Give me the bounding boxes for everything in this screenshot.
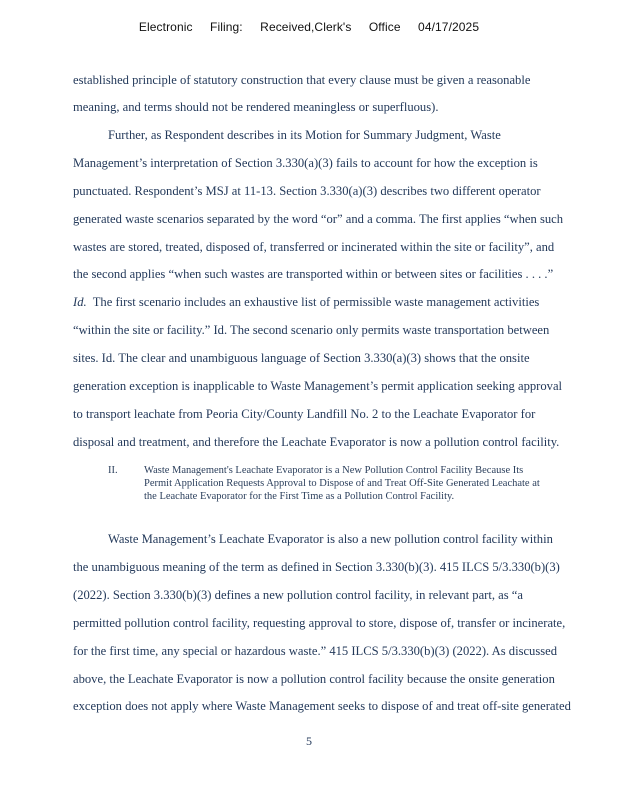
body-line: for the first time, any special or hazardous waste.” 415 ILCS 5/3.330(b)(3) (2022). As discussed [73, 644, 558, 658]
body-line: Management’s interpretation of Section 3.330(a)(3) fails to account for how the exception is [73, 156, 538, 170]
body-line: “within the site or facility.” Id. The second scenario only permits waste transportation between [73, 323, 550, 337]
body-line: generated waste scenarios separated by the word “or” and a comma. The first applies “when such [73, 212, 564, 226]
body-line: Waste Management’s Leachate Evaporator is also a new pollution control facility within [108, 532, 553, 546]
body-line: wastes are stored, treated, disposed of, transferred or incinerated within the site or facility”, and [73, 240, 555, 254]
header-filing: Filing: [210, 20, 243, 34]
body-line: exception does not apply where Waste Management seeks to dispose of and treat off-site generated [73, 699, 571, 713]
body-line: above, the Leachate Evaporator is now a pollution control facility because the onsite generation [73, 672, 555, 686]
body-line: permitted pollution control facility, requesting approval to store, dispose of, transfer or incinerate, [73, 616, 566, 630]
body-line: the unambiguous meaning of the term as defined in Section 3.330(b)(3). 415 ILCS 5/3.330(b)(3) [73, 560, 560, 574]
page-number: 5 [306, 734, 312, 748]
body-line: established principle of statutory construction that every clause must be given a reasonable [73, 73, 531, 87]
body-line: generation exception is inapplicable to Waste Management’s permit application seeking approval [73, 379, 563, 393]
body-line-with-id [73, 294, 603, 310]
header-received: Received,Clerk's [260, 20, 352, 34]
body-line: meaning, and terms should not be rendered meaningless or superfluous). [73, 100, 439, 114]
header-office: Office [368, 20, 401, 34]
filing-stamp-header [0, 20, 618, 34]
id-citation: Id. [73, 295, 87, 309]
body-line: (2022). Section 3.330(b)(3) defines a new pollution control facility, in relevant part, as “a [73, 588, 523, 602]
body-line: sites. Id. The clear and unambiguous language of Section 3.330(a)(3) shows that the onsite [73, 351, 530, 365]
section-heading-text: Waste Management's Leachate Evaporator is a New Pollution Control Facility Because Its Permit Application Requests Approval to Dispose of and Treat Off-Site Generated Leachate at the Leachate Evaporator for the First Time as a Pollution Control Facility. [144, 465, 540, 502]
body-line: Further, as Respondent describes in its Motion for Summary Judgment, Waste [108, 128, 501, 142]
body-line: The first scenario includes an exhaustive list of permissible waste management activities [92, 295, 540, 309]
header-date: 04/17/2025 [418, 20, 480, 34]
body-line: the second applies “when such wastes are transported within or between sites or facilities . . . .” [73, 267, 554, 281]
body-line: to transport leachate from Peoria City/County Landfill No. 2 to the Leachate Evaporator for [73, 407, 536, 421]
body-line: disposal and treatment, and therefore the Leachate Evaporator is now a pollution control facility. [73, 435, 560, 449]
body-line: punctuated. Respondent’s MSJ at 11-13. Section 3.330(a)(3) describes two different operator [73, 184, 541, 198]
section-heading-number: II. [108, 465, 118, 476]
header-electronic: Electronic [138, 20, 193, 34]
